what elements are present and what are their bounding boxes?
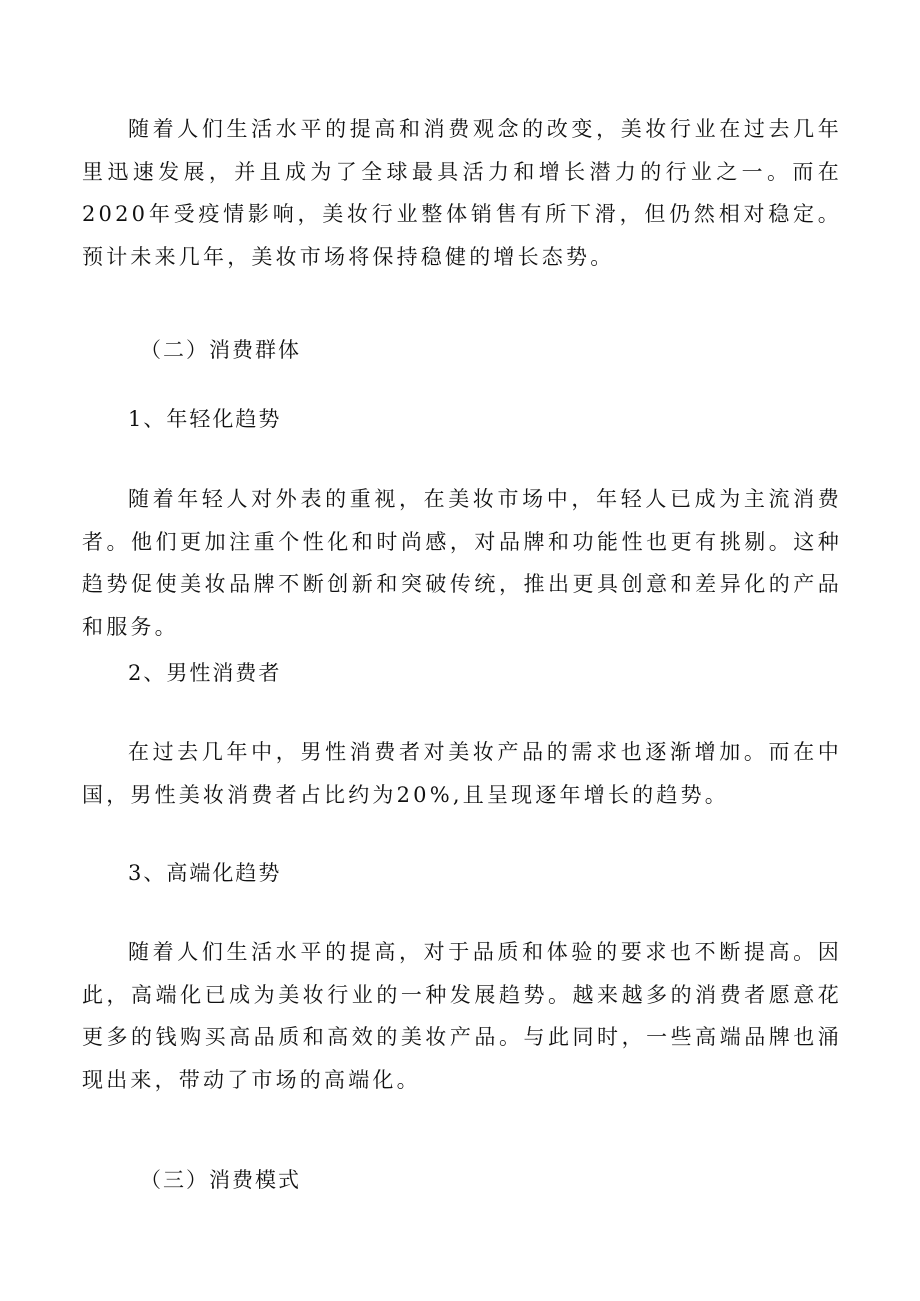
premium-trend-paragraph: 随着人们生活水平的提高，对于品质和体验的要求也不断提高。因此，高端化已成为美妆行业的一种发展趋势。越来越多的消费者愿意花更多的钱购买高品质和高效的美妆产品。与此同时，一些高端品牌也涌现出来，带动了市场的高端化。 <box>82 940 842 1092</box>
male-consumers-paragraph: 在过去几年中，男性消费者对美妆产品的需求也逐渐增加。而在中国，男性美妆消费者占比约为20%,且呈现逐年增长的趋势。 <box>82 740 842 807</box>
intro-paragraph: 随着人们生活水平的提高和消费观念的改变，美妆行业在过去几年里迅速发展，并且成为了全球最具活力和增长潜力的行业之一。而在2020年受疫情影响，美妆行业整体销售有所下滑，但仍然相对稳定。预计未来几年，美妆市场将保持稳健的增长态势。 <box>82 117 842 269</box>
section-heading-consumer-groups: （二）消费群体 <box>140 338 301 362</box>
item-heading-youth-trend: 1、年轻化趋势 <box>128 407 282 431</box>
item-heading-male-consumers: 2、男性消费者 <box>128 661 282 685</box>
section-heading-consumption-patterns: （三）消费模式 <box>140 1168 301 1192</box>
item-heading-premium-trend: 3、高端化趋势 <box>128 861 282 885</box>
youth-trend-paragraph: 随着年轻人对外表的重视，在美妆市场中，年轻人已成为主流消费者。他们更加注重个性化和时尚感，对品牌和功能性也更有挑剔。这种趋势促使美妆品牌不断创新和突破传统，推出更具创意和差异化的产品和服务。 <box>82 487 842 639</box>
